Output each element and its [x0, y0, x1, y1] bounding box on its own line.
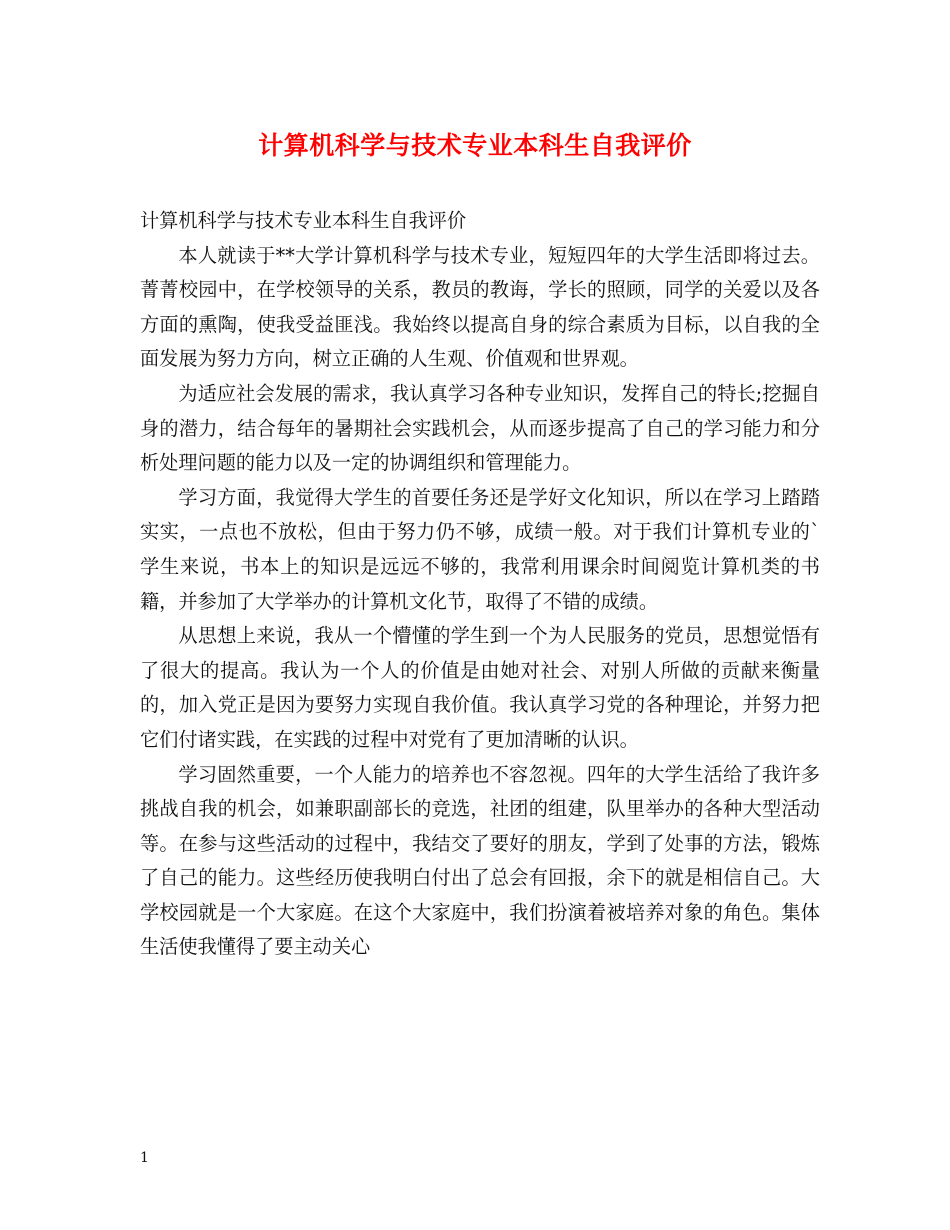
paragraph: 本人就读于**大学计算机科学与技术专业，短短四年的大学生活即将过去。菁菁校园中，在学校领导的关系，教员的教诲，学长的照顾，同学的关爱以及各方面的熏陶，使我受益匪浅。我始终以提高自身的综合素质为目标，以自我的全面发展为努力方向，树立正确的人生观、价值观和世界观。 — [140, 243, 820, 371]
document-body — [140, 204, 820, 965]
paragraph: 从思想上来说，我从一个懵懂的学生到一个为人民服务的党员，思想觉悟有了很大的提高。我认为一个人的价值是由她对社会、对别人所做的贡献来衡量的，加入党正是因为要努力实现自我价值。我认真学习党的各种理论，并努力把它们付诸实践，在实践的过程中对党有了更加清晰的认识。 — [140, 624, 820, 751]
page-number: 1 — [140, 1150, 149, 1166]
lead-line: 计算机科学与技术专业本科生自我评价 — [140, 209, 467, 232]
document-title: 计算机科学与技术专业本科生自我评价 — [258, 131, 692, 160]
paragraph: 为适应社会发展的需求，我认真学习各种专业知识，发挥自己的特长;挖掘自身的潜力，结合每年的暑期社会实践机会，从而逐步提高了自己的学习能力和分析处理问题的能力以及一定的协调组织和管理能力。 — [140, 381, 820, 475]
paragraph: 学习方面，我觉得大学生的首要任务还是学好文化知识，所以在学习上踏踏实实，一点也不放松，但由于努力仍不够，成绩一般。对于我们计算机专业的`学生来说，书本上的知识是远远不够的，我常利用课余时间阅览计算机类的书籍，并参加了大学举办的计算机文化节，取得了不错的成绩。 — [140, 485, 820, 613]
paragraph: 学习固然重要，一个人能力的培养也不容忽视。四年的大学生活给了我许多挑战自我的机会，如兼职副部长的竞选，社团的组建，队里举办的各种大型活动等。在参与这些活动的过程中，我结交了要好的朋友，学到了处事的方法，锻炼了自己的能力。这些经历使我明白付出了总会有回报，余下的就是相信自己。大学校园就是一个大家庭。在这个大家庭中，我们扮演着被培养对象的角色。集体生活使我懂得了要主动关心 — [140, 762, 820, 959]
